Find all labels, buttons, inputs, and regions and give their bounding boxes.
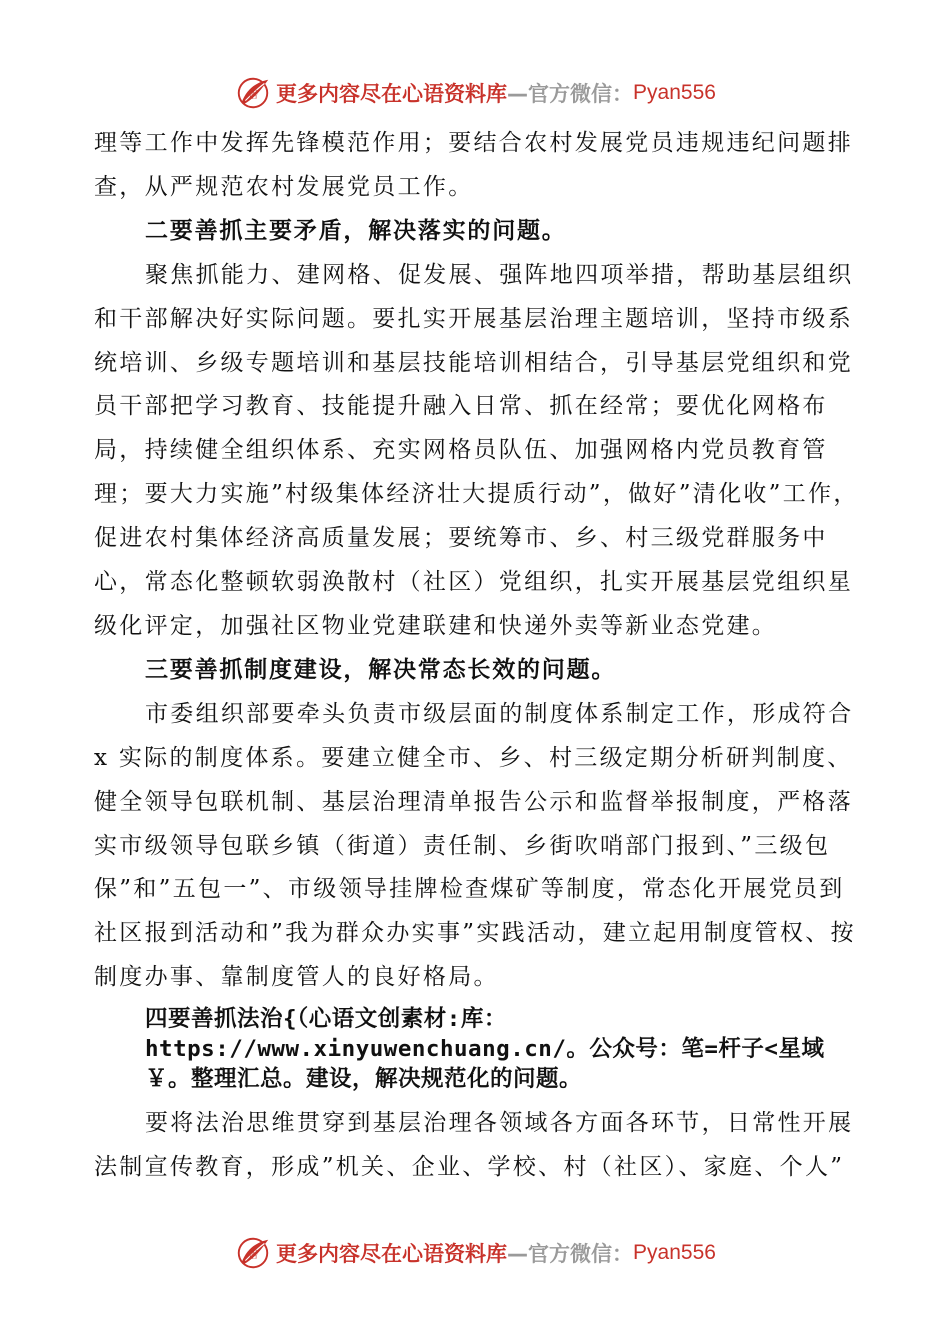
paragraph-continuation: 理等工作中发挥先锋模范作用；要结合农村发展党员违规违纪问题排查，从严规范农村发展党员工作。 bbox=[94, 130, 853, 200]
svg-text:语: 语 bbox=[248, 89, 258, 101]
banner-wechat-id: Pyan556 bbox=[633, 81, 716, 104]
banner-wechat-id: Pyan556 bbox=[633, 1241, 716, 1264]
document-body bbox=[94, 122, 864, 1190]
banner-wechat-label: —官方微信： bbox=[507, 82, 634, 106]
banner-title: 更多内容尽在心语资料库 bbox=[276, 82, 508, 106]
paragraph-section-2: 聚焦抓能力、建网格、促发展、强阵地四项举措，帮助基层组织和干部解决好实际问题。要扎实开展基层治理主题培训，坚持市级系统培训、乡级专题培训和基层技能培训相结合，引导基层党组织和党员干部把学习教育、技能提升融入日常、抓在经常；要优化网格布局，持续健全组织体系、充实网格员队伍、加强网格内党员教育管理；要大力实施”村级集体经济壮大提质行动”，做好”清化收”工作，促进农村集体经济高质量发展；要统筹市、乡、村三级党群服务中心，常态化整顿软弱涣散村（社区）党组织，扎实开展基层党组织星级化评定，加强社区物业党建联建和快递外卖等新业态党建。 bbox=[94, 261, 859, 639]
paragraph-section-4: 要将法治思维贯穿到基层治理各领域各方面各环节，日常性开展法制宣传教育，形成”机关、企业、学校、村（社区）、家庭、个人” bbox=[94, 1110, 854, 1181]
banner-wechat-label: —官方微信： bbox=[507, 1242, 634, 1266]
svg-text:语: 语 bbox=[248, 1249, 258, 1261]
banner-title: 更多内容尽在心语资料库 bbox=[276, 1242, 508, 1266]
section-heading-4: 四要善抓法治{（心语文创素材:库：https://www.xinyuwenchuang.cn/。公众号：笔=杆子<星域￥。整理汇总。建设，解决规范化的问题。 bbox=[145, 1006, 825, 1093]
header-banner bbox=[0, 70, 950, 116]
section-heading-3: 三要善抓制度建设，解决常态长效的问题。 bbox=[145, 656, 617, 683]
leaf-seal-icon bbox=[234, 74, 272, 112]
leaf-seal-icon bbox=[234, 1234, 272, 1272]
section-heading-2: 二要善抓主要矛盾，解决落实的问题。 bbox=[145, 217, 567, 244]
footer-banner bbox=[0, 1230, 950, 1276]
paragraph-section-3: 市委组织部要牵头负责市级层面的制度体系制定工作，形成符合 x 实际的制度体系。要建立健全市、乡、村三级定期分析研判制度、健全领导包联机制、基层治理清单报告公示和监督举报制度，严格落实市级领导包联乡镇（街道）责任制、乡街吹哨部门报到、”三级包保”和”五包一”、市级领导挂牌检查煤矿等制度，常态化开展党员到社区报到活动和”我为群众办实事”实践活动，建立起用制度管权、按制度办事、靠制度管人的良好格局。 bbox=[94, 700, 856, 991]
